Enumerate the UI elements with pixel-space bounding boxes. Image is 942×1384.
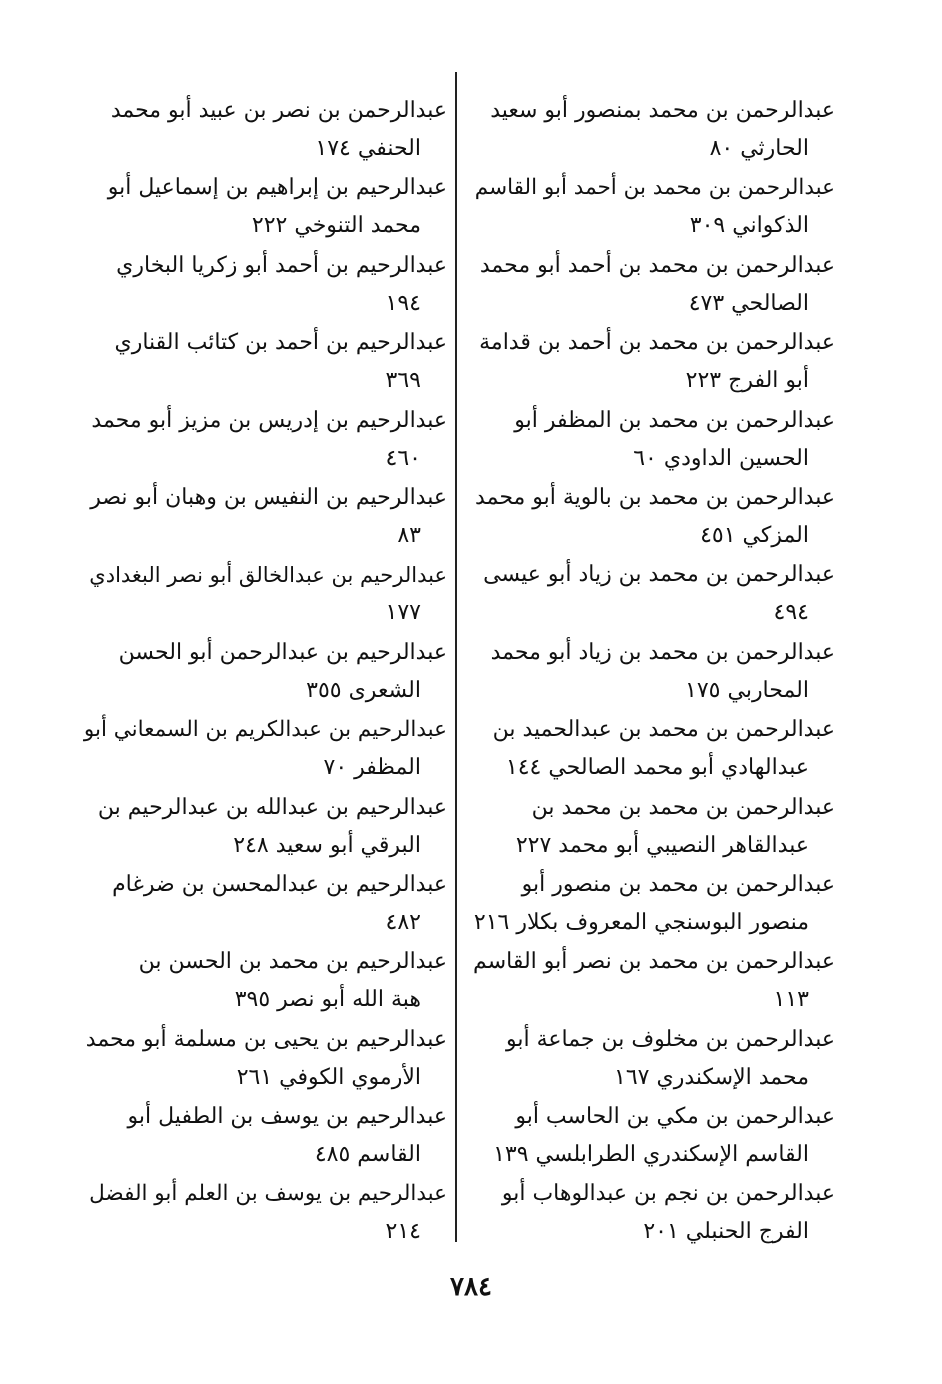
index-entry (82, 634, 447, 711)
entry-line-1: عبدالرحيم بن يوسف بن العلم أبو الفضل (89, 1181, 447, 1207)
entry-line-2: ٣٦٩ (385, 368, 421, 394)
entry-line-2: البرقي أبو سعيد ٢٤٨ (233, 832, 421, 858)
entry-line-2: المحاربي ١٧٥ (685, 677, 809, 703)
entry-line-1: عبدالرحمن بن محمد بن أحمد أبو محمد (479, 252, 835, 278)
entry-line-1: عبدالرحمن بن محمد بن أحمد أبو القاسم (474, 175, 835, 201)
entry-line-1: عبدالرحمن بن محمد بن زياد أبو عيسى (483, 562, 835, 588)
index-entry (470, 324, 835, 401)
entry-line-1: عبدالرحيم بن عبدالله بن عبدالرحيم بن (97, 794, 447, 820)
entry-line-2: محمد التنوخي ٢٢٢ (251, 213, 421, 239)
entry-line-1: عبدالرحمن بن محمد بن نصر أبو القاسم (473, 949, 835, 975)
index-entry (470, 711, 835, 788)
entry-line-2: الذكواني ٣٠٩ (689, 213, 809, 239)
entry-line-1: عبدالرحمن بن محمد بن عبدالحميد بن (492, 717, 835, 743)
index-entry (82, 711, 447, 788)
index-entry (470, 943, 835, 1020)
index-entry (82, 324, 447, 401)
entry-line-2: ٤٨٢ (385, 909, 421, 935)
entry-line-1: عبدالرحمن بن محمد بن زياد أبو محمد (490, 639, 835, 665)
index-entry (82, 92, 447, 169)
index-entry (470, 634, 835, 711)
entry-line-1: عبدالرحمن بن مخلوف بن جماعة أبو (505, 1026, 835, 1052)
entry-line-2: الحسين الداودي ٦٠ (633, 445, 809, 471)
entry-line-2: ٤٦٠ (385, 445, 421, 471)
entry-line-1: عبدالرحمن بن محمد بن محمد بن (531, 794, 835, 820)
entry-line-2: الشعرى ٣٥٥ (306, 677, 421, 703)
entry-line-2: ٤٩٤ (773, 600, 809, 626)
entry-line-1: عبدالرحيم بن عبدالخالق أبو نصر البغدادي (89, 563, 447, 588)
entry-line-1: عبدالرحمن بن نجم بن عبدالوهاب أبو (501, 1181, 835, 1207)
entry-line-1: عبدالرحيم بن إدريس بن مزيز أبو محمد (91, 407, 447, 433)
index-entry (470, 1175, 835, 1252)
entry-line-1: عبدالرحيم بن عبدالمحسن بن ضرغام (112, 871, 447, 897)
entry-line-1: عبدالرحمن بن محمد بن المظفر أبو (514, 407, 835, 433)
entry-line-1: عبدالرحمن بن مكي بن الحاسب أبو (515, 1104, 835, 1130)
index-entry (82, 247, 447, 324)
index-entry (82, 789, 447, 866)
entry-line-2: ١٧٧ (385, 600, 421, 626)
column-divider (455, 72, 457, 1242)
entry-line-1: عبدالرحيم بن يوسف بن الطفيل أبو (127, 1104, 447, 1130)
right-column (470, 92, 835, 1253)
entry-line-2: ٢١٤ (385, 1219, 421, 1245)
entry-line-2: الفرج الحنبلي ٢٠١ (643, 1219, 809, 1245)
entry-line-2: عبدالهادي أبو محمد الصالحي ١٤٤ (505, 755, 809, 781)
index-entry (82, 402, 447, 479)
entry-line-1: عبدالرحيم بن يحيى بن مسلمة أبو محمد (85, 1026, 447, 1052)
entry-line-2: ٨٣ (397, 522, 421, 548)
entry-line-1: عبدالرحيم بن أحمد بن كتائب القناري (114, 330, 447, 356)
index-entry (82, 943, 447, 1020)
entry-line-2: القاسم الإسكندري الطرابلسي ١٣٩ (493, 1142, 809, 1168)
entry-line-2: ١٩٤ (385, 290, 421, 316)
index-entry (470, 479, 835, 556)
entry-line-1: عبدالرحيم بن محمد بن الحسن بن (138, 949, 447, 975)
entry-line-1: عبدالرحيم بن النفيس بن وهبان أبو نصر (90, 484, 447, 510)
index-entry (82, 866, 447, 943)
entry-line-1: عبدالرحمن بن محمد بمنصور أبو سعيد (490, 98, 835, 123)
index-entry (82, 1021, 447, 1098)
entry-line-1: عبدالرحمن بن نصر بن عبيد أبو محمد (110, 98, 447, 123)
entry-line-2: الحارثي ٨٠ (709, 136, 809, 161)
entry-line-2: المزكي ٤٥١ (700, 522, 809, 548)
index-entry (82, 556, 447, 633)
index-entry (470, 1021, 835, 1098)
page-number: ٧٨٤ (450, 1272, 492, 1302)
index-entry (470, 866, 835, 943)
entry-line-1: عبدالرحيم بن أحمد أبو زكريا البخاري (116, 252, 447, 278)
index-entry (82, 479, 447, 556)
entry-line-1: عبدالرحيم بن إبراهيم بن إسماعيل أبو (107, 175, 447, 201)
entry-line-1: عبدالرحيم بن عبدالكريم بن السمعاني أبو (83, 717, 447, 743)
entry-line-2: المظفر ٧٠ (323, 755, 421, 781)
entry-line-2: أبو الفرج ٢٢٣ (685, 368, 809, 394)
index-entry (470, 169, 835, 246)
entry-line-2: ١١٣ (773, 987, 809, 1013)
index-entry (470, 1098, 835, 1175)
index-entry (470, 556, 835, 633)
index-entry (470, 402, 835, 479)
entry-line-2: الحنفي ١٧٤ (315, 136, 421, 161)
entry-line-2: القاسم ٤٨٥ (314, 1142, 421, 1168)
index-entry (82, 1098, 447, 1175)
entry-line-2: هبة الله أبو نصر ٣٩٥ (234, 987, 421, 1013)
left-column (82, 92, 447, 1253)
entry-line-2: عبدالقاهر النصيبي أبو محمد ٢٢٧ (515, 832, 809, 858)
entry-line-1: عبدالرحمن بن محمد بن منصور أبو (521, 871, 835, 897)
entry-line-2: محمد الإسكندري ١٦٧ (614, 1064, 809, 1090)
entry-line-2: الصالحي ٤٧٣ (688, 290, 809, 316)
index-entry (470, 247, 835, 324)
entry-line-1: عبدالرحمن بن محمد بن أحمد بن قدامة (479, 330, 835, 356)
index-entry (82, 1175, 447, 1252)
entry-line-2: الأرموي الكوفي ٢٦١ (236, 1064, 421, 1090)
entry-line-1: عبدالرحيم بن عبدالرحمن أبو الحسن (118, 639, 447, 665)
index-entry (470, 789, 835, 866)
entry-line-2: منصور البوسنجي المعروف بكلار ٢١٦ (473, 909, 809, 935)
index-entry (470, 92, 835, 169)
index-entry (82, 169, 447, 246)
entry-line-1: عبدالرحمن بن محمد بن بالوية أبو محمد (475, 484, 835, 510)
